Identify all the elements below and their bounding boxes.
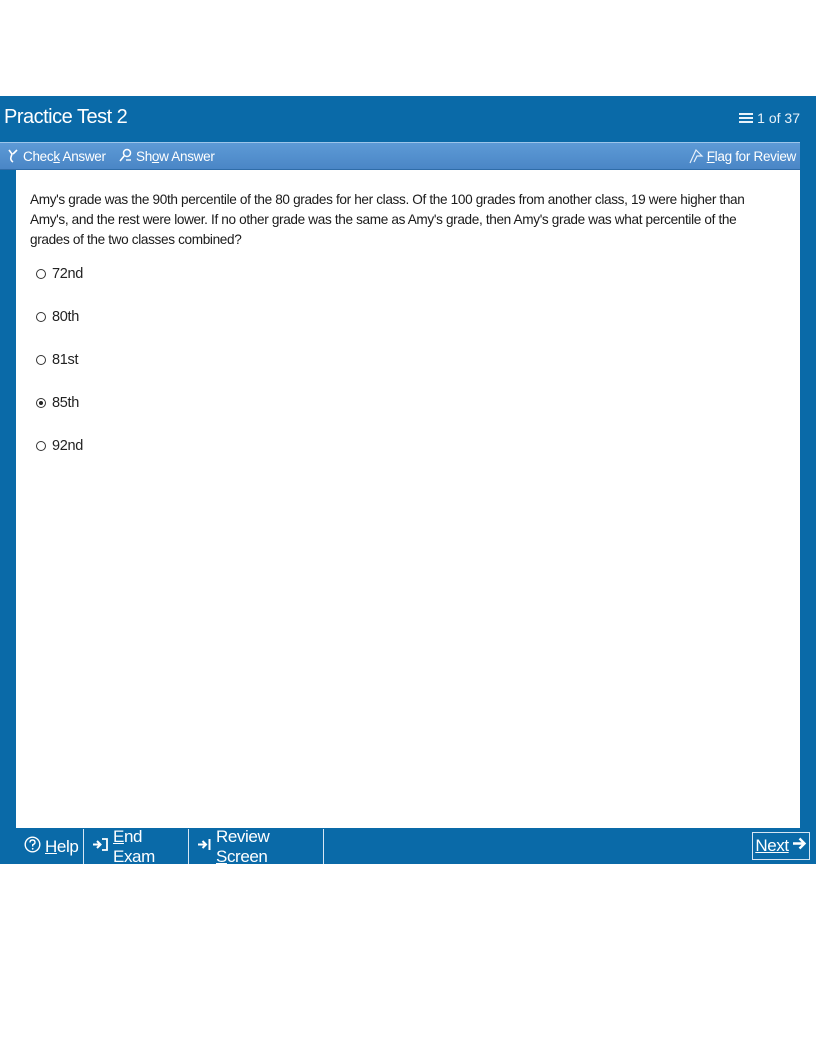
show-answer-button[interactable] xyxy=(118,148,215,164)
choice-label: 80th xyxy=(52,309,80,325)
choice-81st[interactable] xyxy=(36,352,78,368)
review-screen-label: Review Screen xyxy=(216,826,270,866)
show-answer-label: Show Answer xyxy=(136,148,215,164)
choice-label: 72nd xyxy=(52,266,84,282)
choice-72nd[interactable] xyxy=(36,266,83,282)
title-bar xyxy=(0,96,816,141)
question-panel xyxy=(16,170,800,828)
help-icon xyxy=(24,836,41,858)
choice-92nd[interactable] xyxy=(36,438,83,454)
counter-text: 1 of 37 xyxy=(757,110,800,126)
end-exam-button[interactable] xyxy=(84,826,189,866)
flag-icon xyxy=(688,148,704,164)
help-button[interactable] xyxy=(16,829,84,864)
show-answer-icon xyxy=(118,148,133,164)
end-exam-label: End Exam xyxy=(113,826,155,866)
choice-label: 92nd xyxy=(52,438,84,454)
flag-label: Flag for Review xyxy=(706,148,796,164)
next-label: Next xyxy=(755,836,789,855)
check-answer-label: Check Answer xyxy=(23,148,106,164)
question-text: Amy's grade was the 90th percentile of the 80 grades for her class. Of the 100 grades from another class, 19 were higher than Amy's, and the rest were lower. If no other grade was the same as Amy's grade, then Amy's grade was what percentile of the grades of the two classes combined? xyxy=(30,192,745,247)
exam-window xyxy=(0,96,816,864)
radio-button-selected[interactable] xyxy=(36,398,46,408)
review-icon xyxy=(197,837,212,857)
question-counter xyxy=(738,110,800,126)
review-screen-button[interactable] xyxy=(189,826,324,866)
radio-button[interactable] xyxy=(36,441,46,451)
radio-button[interactable] xyxy=(36,312,46,322)
radio-button[interactable] xyxy=(36,355,46,365)
flag-for-review-button[interactable] xyxy=(688,148,796,164)
choice-label: 81st xyxy=(52,352,79,368)
next-button[interactable] xyxy=(752,832,810,860)
choice-85th[interactable] xyxy=(36,395,79,411)
list-icon xyxy=(738,112,754,124)
bottom-bar xyxy=(16,826,816,866)
choice-80th[interactable] xyxy=(36,309,79,325)
end-exam-icon xyxy=(92,837,109,857)
toolbar xyxy=(0,142,800,170)
check-answer-button[interactable] xyxy=(6,148,106,164)
check-answer-icon xyxy=(6,148,20,164)
help-label: Help xyxy=(45,836,79,856)
choice-label: 85th xyxy=(52,395,80,411)
arrow-right-icon xyxy=(792,836,807,856)
radio-button[interactable] xyxy=(36,269,46,279)
window-title: Practice Test 2 xyxy=(4,106,128,128)
